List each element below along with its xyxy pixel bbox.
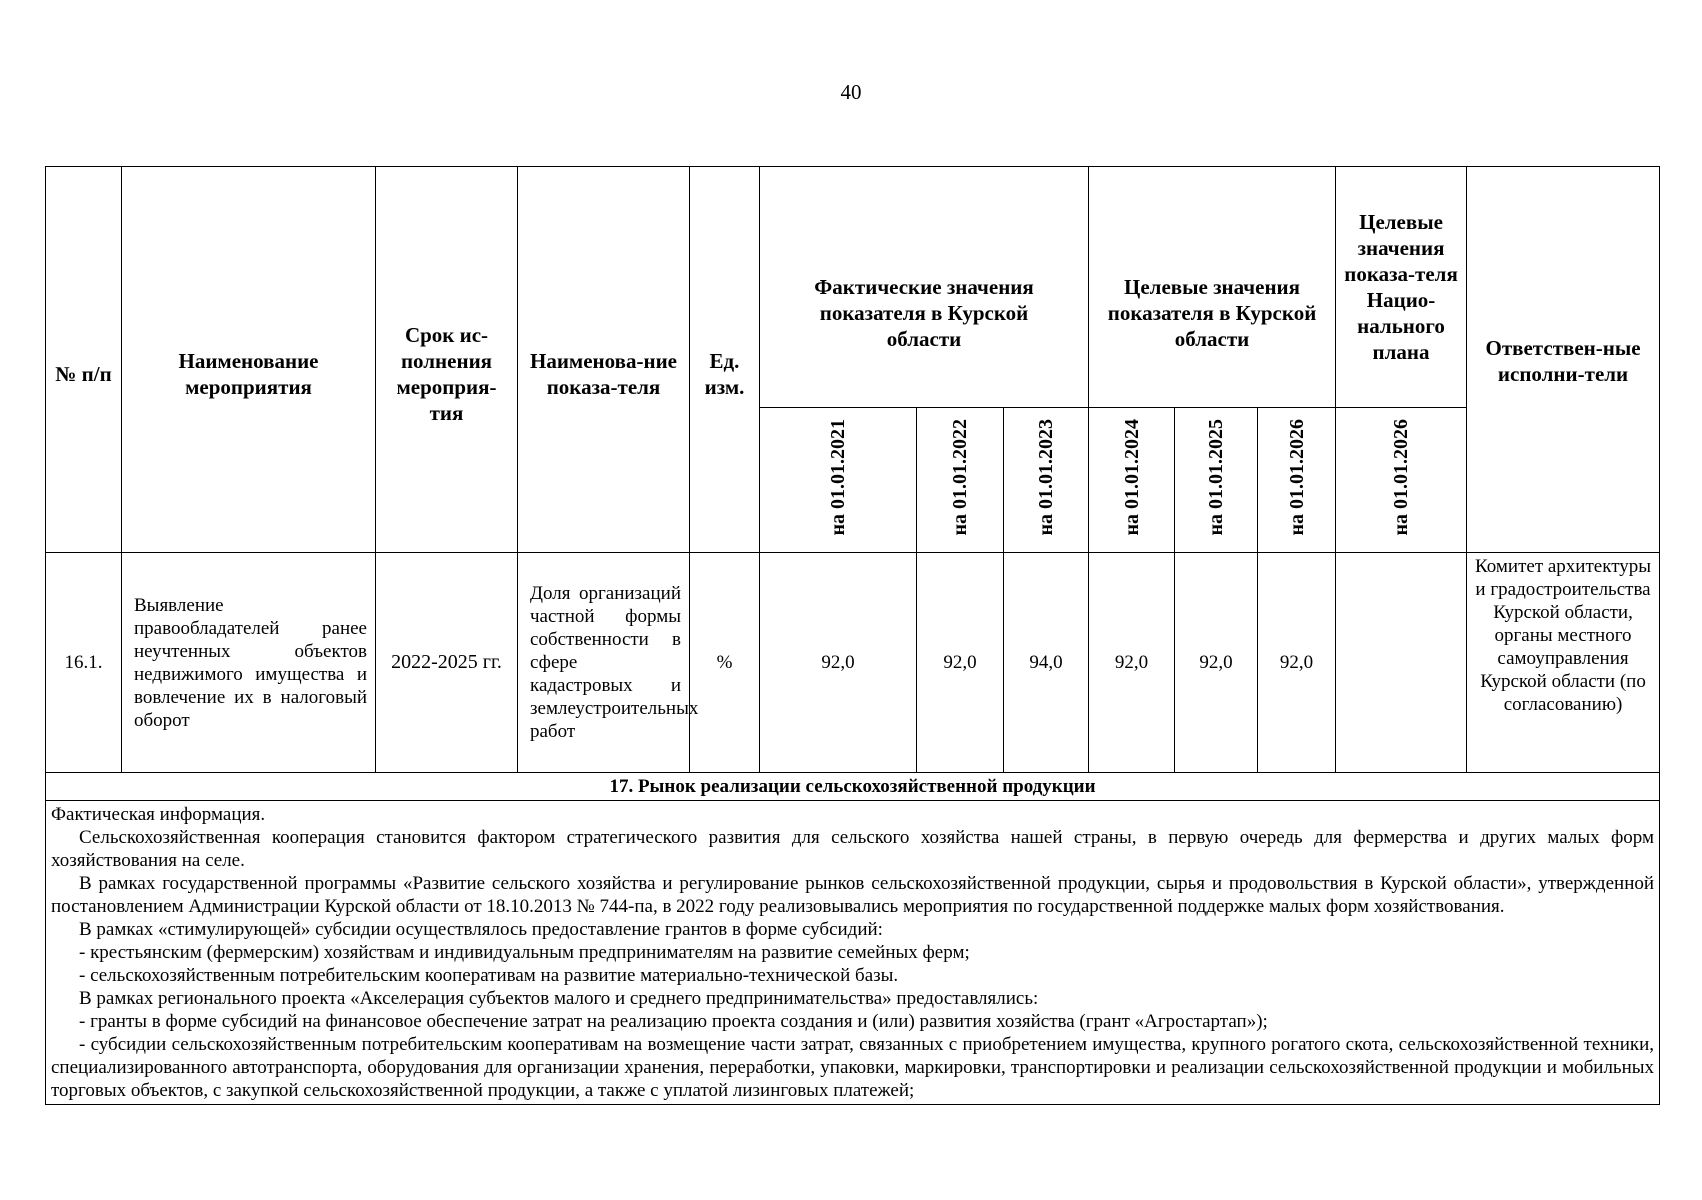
- row-value-2021: 92,0: [760, 553, 917, 773]
- header-date-2021: на 01.01.2021: [760, 408, 917, 553]
- header-date-2024: на 01.01.2024: [1089, 408, 1175, 553]
- info-text: [46, 801, 1660, 1105]
- header-deadline: Срок ис-полнения мероприя-тия: [376, 167, 518, 553]
- section-title: 17. Рынок реализации сельскохозяйственной продукции: [46, 773, 1660, 801]
- info-paragraph: В рамках регионального проекта «Акселерация субъектов малого и среднего предпринимательства» предоставлялись:: [79, 988, 1039, 1009]
- header-date-2022: на 01.01.2022: [917, 408, 1004, 553]
- info-paragraph: Сельскохозяйственная кооперация становится фактором стратегического развития для сельского хозяйства нашей страны, в первую очередь для фермерства и других малых форм хозяйствования на селе.: [51, 827, 1655, 871]
- header-date-2023: на 01.01.2023: [1004, 408, 1089, 553]
- row-responsible: Комитет архитектуры и градостроительства Курской области, органы местного самоуправления Курской области (по согласованию): [1467, 553, 1660, 773]
- info-paragraph: - крестьянским (фермерским) хозяйствам и индивидуальным предпринимателям на развитие семейных ферм;: [79, 942, 970, 963]
- header-national-plan: Целевые значения показа-теля Нацио-нального плана: [1336, 167, 1467, 408]
- row-value-2023: 94,0: [1004, 553, 1089, 773]
- header-unit: Ед. изм.: [690, 167, 760, 553]
- row-deadline: 2022-2025 гг.: [376, 553, 518, 773]
- row-number: 16.1.: [46, 553, 122, 773]
- header-num: № п/п: [46, 167, 122, 553]
- info-paragraph: В рамках «стимулирующей» субсидии осуществлялось предоставление грантов в форме субсидий:: [79, 919, 883, 940]
- row-value-national: [1336, 553, 1467, 773]
- row-event: Выявление правообладателей ранее неучтенных объектов недвижимого имущества и вовлечение их в налоговый оборот: [122, 553, 376, 773]
- info-paragraph: - сельскохозяйственным потребительским кооперативам на развитие материально-технической базы.: [79, 965, 899, 986]
- header-date-2026: на 01.01.2026: [1258, 408, 1336, 553]
- info-paragraph: - субсидии сельскохозяйственным потребительским кооперативам на возмещение части затрат, связанных с приобретением имущества, крупного рогатого скота, сельскохозяйственной техники, специализированного автотранспорта, оборудования для организации хранения, переработки, упаковки, маркировки, транспортировки и реализации сельскохозяйственной продукции и мобильных торговых объектов, с закупкой сельскохозяйственной продукции, а также с уплатой лизинговых платежей;: [51, 1034, 1655, 1101]
- header-responsible: Ответствен-ные исполни-тели: [1467, 167, 1660, 553]
- page-number: 40: [840, 80, 862, 104]
- info-paragraph: - гранты в форме субсидий на финансовое обеспечение затрат на реализацию проекта создания и (или) развития хозяйства (грант «Агростартап»);: [79, 1011, 1268, 1032]
- info-row: [46, 801, 1660, 1105]
- header-date-national-2026: на 01.01.2026: [1336, 408, 1467, 553]
- section-row: [46, 773, 1660, 801]
- header-row-1: [46, 167, 1660, 408]
- header-actual-values: Фактические значения показателя в Курской области: [760, 167, 1089, 408]
- row-value-2024: 92,0: [1089, 553, 1175, 773]
- header-date-2025: на 01.01.2025: [1175, 408, 1258, 553]
- row-value-2025: 92,0: [1175, 553, 1258, 773]
- header-target-values: Целевые значения показателя в Курской области: [1089, 167, 1336, 408]
- info-paragraph: Фактическая информация.: [51, 804, 266, 825]
- header-indicator: Наименова-ние показа-теля: [518, 167, 690, 553]
- info-paragraph: В рамках государственной программы «Развитие сельского хозяйства и регулирование рынков сельскохозяйственной продукции, сырья и продовольствия в Курской области», утвержденной постановлением Администрации Курской области от 18.10.2013 № 744-па, в 2022 году реализовывались мероприятия по государственной поддержке малых форм хозяйствования.: [51, 873, 1655, 917]
- row-value-2026: 92,0: [1258, 553, 1336, 773]
- indicator-table: [45, 166, 1660, 1105]
- header-event: Наименование мероприятия: [122, 167, 376, 553]
- row-unit: %: [690, 553, 760, 773]
- row-value-2022: 92,0: [917, 553, 1004, 773]
- table-row: [46, 553, 1660, 773]
- row-indicator: Доля организаций частной формы собственности в сфере кадастровых и землеустроительных работ: [518, 553, 690, 773]
